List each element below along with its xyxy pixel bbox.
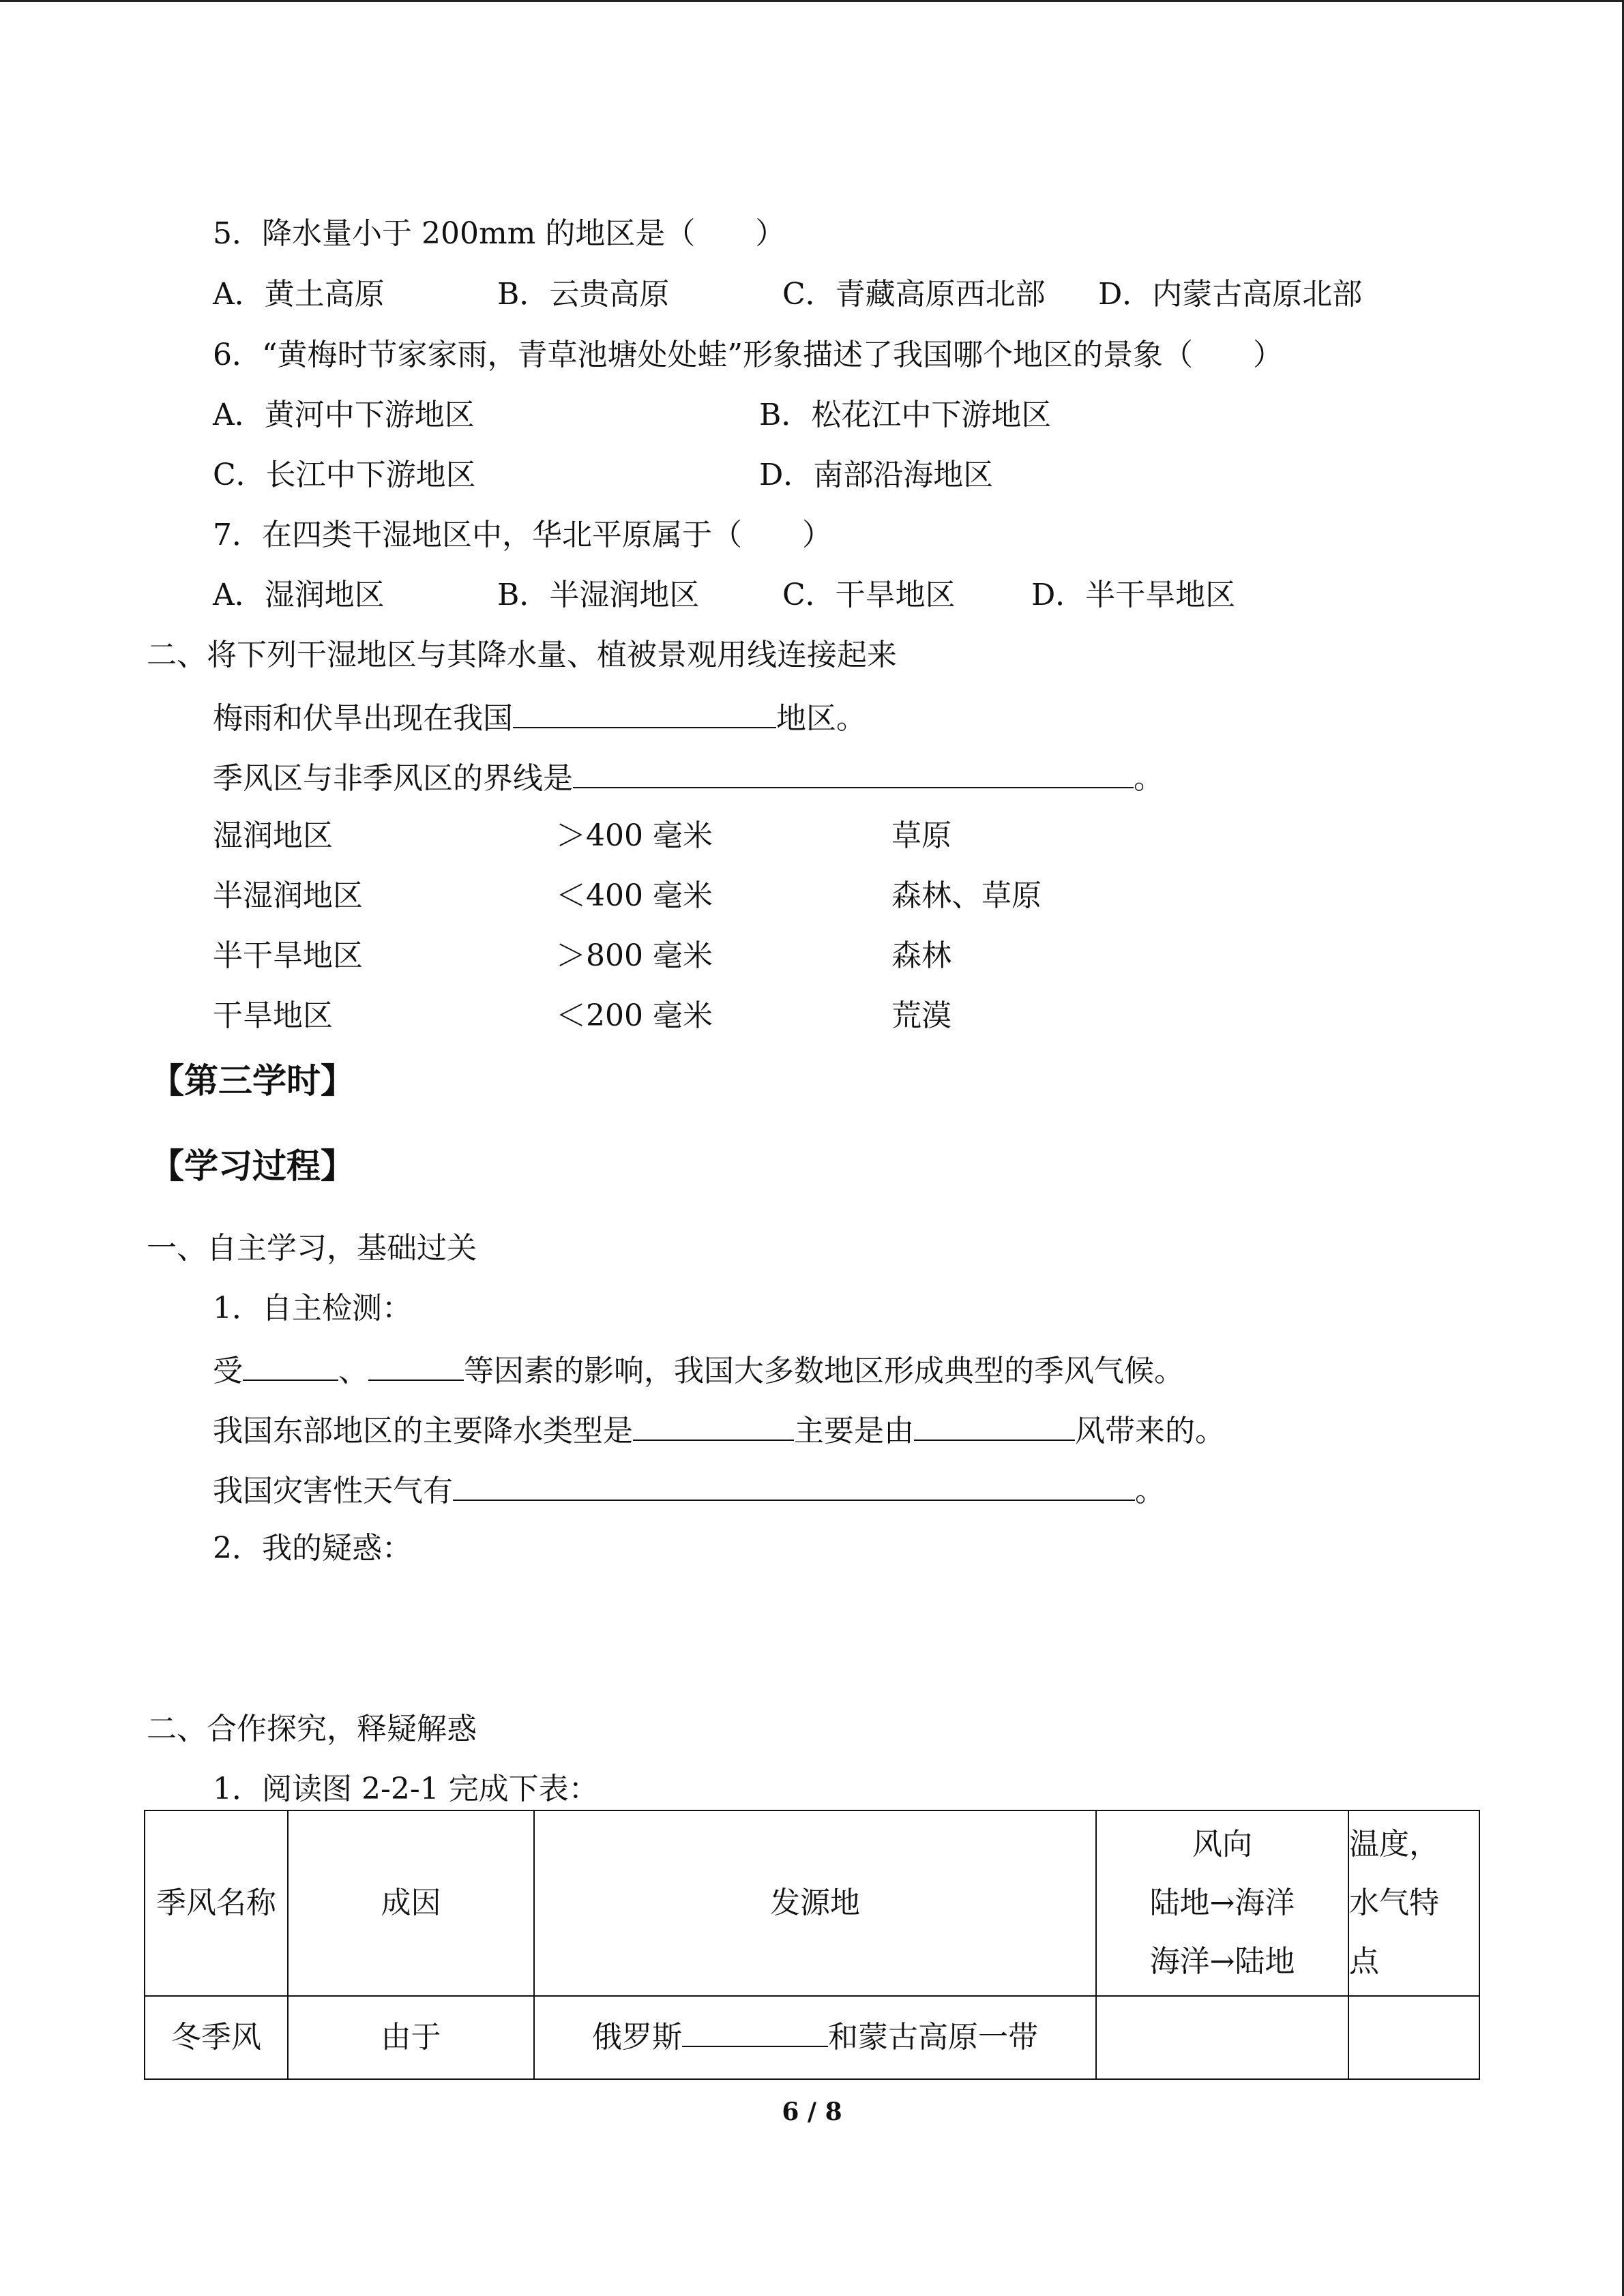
cell-temperature[interactable] <box>1348 1996 1479 2079</box>
header-source: 发源地 <box>534 1810 1096 1996</box>
fill-blank[interactable] <box>573 756 1134 788</box>
vegetation-label: 荒漠 <box>891 998 951 1033</box>
q5-option-a: A．黄土高原 <box>213 277 385 312</box>
self-study-title: 一、自主学习，基础过关 <box>147 1231 477 1266</box>
text-span: 俄罗斯 <box>592 2020 682 2055</box>
fill-boundary-suffix: 。 <box>1134 761 1164 796</box>
q5-option-c: C．青藏高原西北部 <box>782 277 1046 312</box>
header-monsoon-name: 季风名称 <box>145 1810 288 1996</box>
header-wind-line: 陆地→海洋 <box>1149 1885 1295 1920</box>
fill-blank[interactable] <box>243 1348 338 1381</box>
table-header-row <box>145 1810 1479 1996</box>
q6-option-c: C．长江中下游地区 <box>213 458 476 492</box>
q6-option-d: D．南部沿海地区 <box>759 458 994 492</box>
text-span: 。 <box>1135 1474 1165 1508</box>
page-top-border <box>0 0 1624 2</box>
process-heading: 【学习过程】 <box>150 1146 355 1186</box>
q5-stem: 5．降水量小于 200mm 的地区是（ ） <box>213 216 786 251</box>
q7-option-d: D．半干旱地区 <box>1031 578 1236 612</box>
vegetation-label: 森林、草原 <box>891 878 1042 913</box>
fill-blank[interactable] <box>633 1408 794 1441</box>
fill-blank[interactable] <box>682 2014 828 2047</box>
fill-blank[interactable] <box>368 1348 464 1381</box>
header-cause: 成因 <box>288 1810 534 1996</box>
q7-option-b: B．半湿润地区 <box>497 578 700 612</box>
doubts-label: 2．我的疑惑： <box>213 1531 412 1566</box>
fill-blank[interactable] <box>914 1408 1075 1441</box>
self-check-line-3 <box>213 1468 1165 1512</box>
cell-cause[interactable]: 由于 <box>288 1996 534 2079</box>
fill-meiyu-prefix: 梅雨和伏旱出现在我国 <box>213 701 513 736</box>
text-span: 我国东部地区的主要降水类型是 <box>213 1414 633 1448</box>
fill-blank[interactable] <box>453 1468 1135 1501</box>
vegetation-label: 草原 <box>891 818 951 853</box>
text-span: 受 <box>213 1354 243 1388</box>
header-wind-line: 风向 <box>1192 1827 1252 1862</box>
q6-stem: 6．“黄梅时节家家雨，青草池塘处处蛙”形象描述了我国哪个地区的景象（ ） <box>213 338 1283 372</box>
table-row <box>145 1996 1479 2079</box>
cooperate-title: 二、合作探究，释疑解惑 <box>147 1712 477 1746</box>
fill-boundary-prefix: 季风区与非季风区的界线是 <box>213 761 573 796</box>
section2-title: 二、将下列干湿地区与其降水量、植被景观用线连接起来 <box>147 638 897 672</box>
region-label: 湿润地区 <box>213 818 333 853</box>
q7-option-c: C．干旱地区 <box>782 578 956 612</box>
header-temp-line: 温度， <box>1349 1827 1439 1862</box>
text-span: 等因素的影响，我国大多数地区形成典型的季风气候。 <box>464 1354 1184 1388</box>
rainfall-label: ＜200 毫米 <box>556 998 713 1033</box>
q7-option-a: A．湿润地区 <box>213 578 385 612</box>
lesson-heading: 【第三学时】 <box>150 1061 355 1101</box>
header-wind-direction <box>1096 1810 1348 1996</box>
cell-wind-direction[interactable] <box>1096 1996 1348 2079</box>
text-span: 、 <box>338 1354 368 1388</box>
cell-winter-monsoon: 冬季风 <box>145 1996 288 2079</box>
header-wind-line: 海洋→陆地 <box>1149 1944 1295 1979</box>
fill-blank[interactable] <box>513 696 776 728</box>
vegetation-label: 森林 <box>891 938 951 973</box>
text-span: 主要是由 <box>794 1414 914 1448</box>
read-figure-instruction: 1．阅读图 2-2-1 完成下表： <box>213 1772 599 1806</box>
q5-option-b: B．云贵高原 <box>497 277 670 312</box>
region-label: 半湿润地区 <box>213 878 363 913</box>
text-span: 我国灾害性天气有 <box>213 1474 453 1508</box>
self-check-line-1 <box>213 1348 1184 1392</box>
fill-boundary-line <box>213 756 1164 799</box>
q5-option-d: D．内蒙古高原北部 <box>1098 277 1363 312</box>
q7-stem: 7．在四类干湿地区中，华北平原属于（ ） <box>213 518 832 552</box>
header-temperature <box>1348 1810 1479 1996</box>
text-span: 和蒙古高原一带 <box>828 2020 1038 2055</box>
header-temp-line: 水气特 <box>1349 1885 1439 1920</box>
region-label: 半干旱地区 <box>213 938 363 973</box>
q6-option-a: A．黄河中下游地区 <box>213 398 475 432</box>
cell-source[interactable] <box>534 1996 1096 2079</box>
page-number: 6 / 8 <box>782 2098 842 2126</box>
monsoon-table <box>144 1810 1480 2080</box>
rainfall-label: ＜400 毫米 <box>556 878 713 913</box>
rainfall-label: ＞400 毫米 <box>556 818 713 853</box>
text-span: 风带来的。 <box>1075 1414 1225 1448</box>
rainfall-label: ＞800 毫米 <box>556 938 713 973</box>
self-check-label: 1．自主检测： <box>213 1291 412 1326</box>
self-check-line-2 <box>213 1408 1225 1452</box>
header-temp-line: 点 <box>1349 1944 1379 1979</box>
q6-option-b: B．松花江中下游地区 <box>759 398 1052 432</box>
region-label: 干旱地区 <box>213 998 333 1033</box>
fill-meiyu-suffix: 地区。 <box>776 701 866 736</box>
fill-meiyu-line <box>213 696 866 739</box>
